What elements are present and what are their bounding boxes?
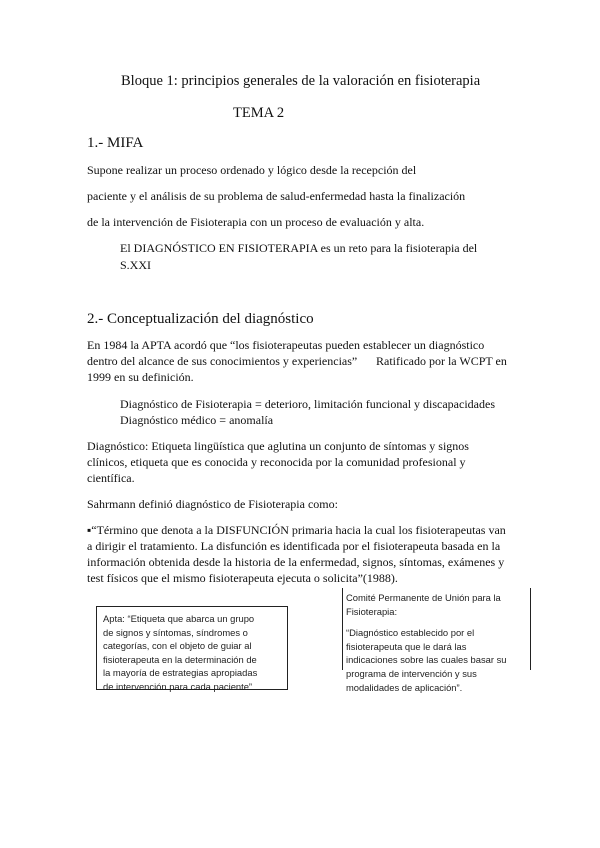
paragraph-line: paciente y el análisis de su problema de salud-enfermedad hasta la finalización: [87, 189, 466, 203]
box-line: modalidades de aplicación”.: [346, 681, 463, 693]
box-line: de signos y síntomas, síndromes o: [103, 626, 248, 638]
definition-line: Diagnóstico médico = anomalía: [120, 413, 274, 427]
quote-line: ▪“Término que denota a la DISFUNCIÓN primaria hacia la cual los fisioterapeutas van: [87, 523, 506, 537]
quote-line: información obtenida desde la historia de la enfermedad, signos, síntomas, exámenes y: [87, 555, 505, 569]
paragraph-line: Supone realizar un proceso ordenado y lógico desde la recepción del: [87, 163, 417, 177]
paragraph-line: de la intervención de Fisioterapia con un proceso de evaluación y alta.: [87, 215, 425, 229]
box-line: categorías, con el objeto de guiar al: [103, 640, 252, 652]
quote-line: a dirigir el tratamiento. La disfunción es identificada por el fisioterapeuta basada en la: [87, 539, 501, 553]
box-line: Apta: “Etiqueta que abarca un grupo: [103, 613, 255, 624]
paragraph-line: clínicos, etiqueta que es conocida y reconocida por la comunidad profesional y: [87, 455, 466, 469]
document-title: Bloque 1: principios generales de la valoración en fisioterapia: [121, 73, 481, 89]
box-line: “Diagnóstico establecido por el: [346, 627, 475, 639]
box-line: Comité Permanente de Unión para la: [346, 592, 501, 603]
frame-line: [342, 588, 343, 670]
indented-line: S.XXI: [120, 258, 152, 272]
paragraph-line: científica.: [87, 471, 135, 485]
paragraph-line: Sahrmann definió diagnóstico de Fisioterapia como:: [87, 497, 338, 511]
box-line: Fisioterapia:: [346, 605, 398, 617]
comite-definition-block: [346, 591, 531, 694]
box-line: de intervención para cada paciente”.: [103, 680, 255, 692]
box-line: la mayoría de estrategias apropiadas: [103, 667, 258, 679]
paragraph-line: En 1984 la APTA acordó que “los fisioterapeutas pueden establecer un diagnóstico: [87, 338, 485, 352]
box-line: indicaciones sobre las cuales basar su: [346, 654, 507, 666]
paragraph-line: 1999 en su definición.: [87, 370, 194, 384]
definition-line: Diagnóstico de Fisioterapia = deterioro, limitación funcional y discapacidades: [120, 397, 495, 411]
frame-line: [530, 588, 531, 670]
apta-definition-box: [96, 606, 288, 690]
document-subtitle: TEMA 2: [233, 105, 285, 121]
box-line: fisioterapeuta que le dará las: [346, 640, 467, 652]
indented-line: El DIAGNÓSTICO EN FISIOTERAPIA es un reto para la fisioterapia del: [120, 241, 478, 255]
paragraph-line: dentro del alcance de sus conocimientos y experiencias”: [87, 354, 358, 368]
box-line: fisioterapeuta en la determinación de: [103, 653, 257, 665]
paragraph-line: Diagnóstico: Etiqueta lingüística que aglutina un conjunto de síntomas y signos: [87, 439, 469, 453]
section-1-heading: 1.- MIFA: [87, 135, 144, 151]
box-line: programa de intervención y sus: [346, 667, 477, 679]
paragraph-line: Ratificado por la WCPT en: [376, 354, 507, 368]
section-2-heading: 2.- Conceptualización del diagnóstico: [87, 311, 314, 327]
quote-line: test físicos que el mismo fisioterapeuta ejecuta o solicita”(1988).: [87, 571, 398, 585]
